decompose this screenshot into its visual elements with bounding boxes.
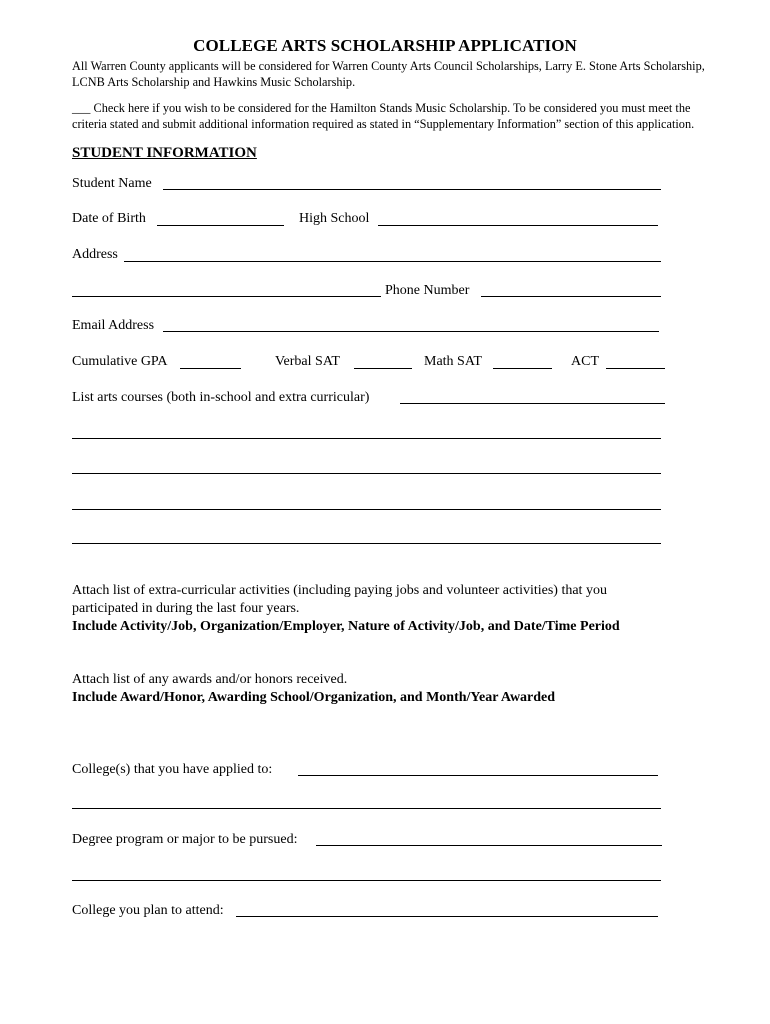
degree-program-field-1[interactable] <box>316 845 662 846</box>
dob-label: Date of Birth <box>72 211 146 226</box>
email-label: Email Address <box>72 318 155 333</box>
extracurricular-instruction: Include Activity/Job, Organization/Employer, Nature of Activity/Job, and Date/Time Period <box>72 619 620 634</box>
act-label: ACT <box>571 354 599 369</box>
verbal-sat-field[interactable] <box>354 368 412 369</box>
math-sat-label: Math SAT <box>424 354 482 369</box>
plan-to-attend-label: College you plan to attend: <box>72 903 224 918</box>
extracurricular-line-2: participated in during the last four years. <box>72 601 300 616</box>
colleges-applied-field-2[interactable] <box>72 808 661 809</box>
gpa-field[interactable] <box>180 368 241 369</box>
colleges-applied-label: College(s) that you have applied to: <box>72 762 273 777</box>
arts-courses-field-3[interactable] <box>72 473 661 474</box>
plan-to-attend-field[interactable] <box>236 916 658 917</box>
awards-instruction: Include Award/Honor, Awarding School/Organization, and Month/Year Awarded <box>72 690 556 705</box>
intro-line-1: All Warren County applicants will be considered for Warren County Arts Council Scholarships, Larry E. Stone Arts Scholarship, <box>72 59 705 73</box>
intro-line-2: LCNB Arts Scholarship and Hawkins Music Scholarship. <box>72 75 356 89</box>
arts-courses-field-1[interactable] <box>400 403 665 404</box>
hamilton-checkbox-blank[interactable]: ___ <box>72 101 91 115</box>
address-label: Address <box>72 247 118 262</box>
degree-program-field-2[interactable] <box>72 880 661 881</box>
phone-label: Phone Number <box>385 283 470 298</box>
awards-line-1: Attach list of any awards and/or honors received. <box>72 672 348 687</box>
form-title: COLLEGE ARTS SCHOLARSHIP APPLICATION <box>193 36 577 55</box>
high-school-field[interactable] <box>378 225 658 226</box>
arts-courses-field-4[interactable] <box>72 509 661 510</box>
hamilton-line-2: criteria stated and submit additional information required as stated in “Supplementary Information” section of this application. <box>72 117 695 131</box>
degree-program-label: Degree program or major to be pursued: <box>72 832 298 847</box>
high-school-label: High School <box>299 211 370 226</box>
address-field-1[interactable] <box>124 261 661 262</box>
hamilton-text-1: Check here if you wish to be considered for the Hamilton Stands Music Scholarship. To be considered you must meet the <box>93 101 691 115</box>
arts-courses-field-5[interactable] <box>72 543 661 544</box>
extracurricular-line-1: Attach list of extra-curricular activities (including paying jobs and volunteer activities) that you <box>72 583 607 598</box>
student-name-field[interactable] <box>163 189 661 190</box>
arts-courses-label: List arts courses (both in-school and extra curricular) <box>72 390 370 405</box>
verbal-sat-label: Verbal SAT <box>275 354 340 369</box>
student-info-heading: STUDENT INFORMATION <box>72 145 257 161</box>
email-field[interactable] <box>163 331 659 332</box>
student-name-label: Student Name <box>72 176 152 191</box>
act-field[interactable] <box>606 368 665 369</box>
math-sat-field[interactable] <box>493 368 552 369</box>
dob-field[interactable] <box>157 225 284 226</box>
colleges-applied-field-1[interactable] <box>298 775 658 776</box>
hamilton-line-1 <box>72 100 690 116</box>
gpa-label: Cumulative GPA <box>72 354 168 369</box>
arts-courses-field-2[interactable] <box>72 438 661 439</box>
address-field-2[interactable] <box>72 296 381 297</box>
phone-field[interactable] <box>481 296 661 297</box>
